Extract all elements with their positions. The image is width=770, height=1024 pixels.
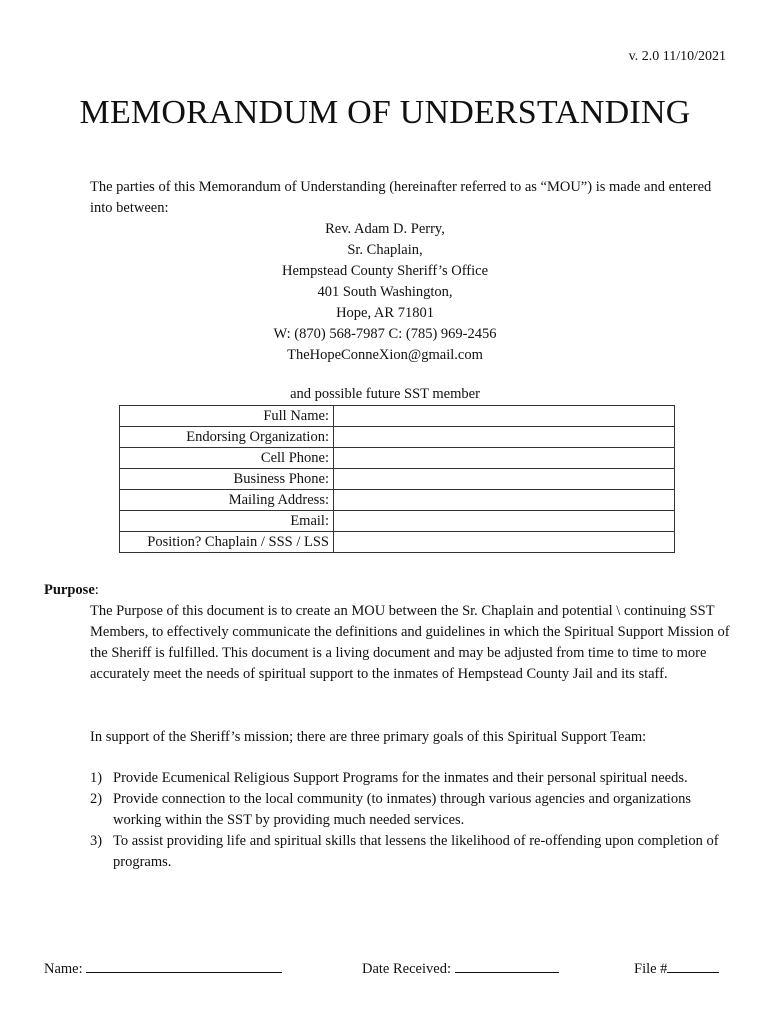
business-phone-field[interactable] bbox=[334, 469, 675, 490]
table-row bbox=[120, 490, 675, 511]
party-contact-block bbox=[0, 219, 770, 366]
member-info-table bbox=[119, 405, 675, 553]
endorsing-organization-field[interactable] bbox=[334, 427, 675, 448]
goal-number: 3) bbox=[90, 833, 103, 849]
list-item bbox=[90, 789, 720, 831]
party-title: Sr. Chaplain, bbox=[347, 242, 423, 258]
party-city: Hope, AR 71801 bbox=[336, 305, 434, 321]
footer-name bbox=[44, 958, 282, 978]
mailing-address-label: Mailing Address: bbox=[120, 490, 334, 511]
footer-date-received bbox=[362, 958, 559, 978]
name-label: Name: bbox=[44, 961, 83, 977]
document-title: MEMORANDUM OF UNDERSTANDING bbox=[79, 94, 691, 131]
business-phone-label: Business Phone: bbox=[120, 469, 334, 490]
goal-text: Provide Ecumenical Religious Support Programs for the inmates and their personal spiritual needs. bbox=[113, 770, 688, 786]
file-number-label: File # bbox=[634, 961, 668, 977]
cell-phone-field[interactable] bbox=[334, 448, 675, 469]
purpose-paragraph: The Purpose of this document is to create an MOU between the Sr. Chaplain and potential \ continuing SST Members, to effectively communicate the definitions and guidelines in which the Spiritual Support Mission of the Sheriff is fulfilled. This document is a living document and may be adjusted from time to time to more accurately meet the needs of spiritual support to the inmates of Hempstead County Jail and its staff. bbox=[90, 603, 730, 682]
email-label: Email: bbox=[120, 511, 334, 532]
goal-number: 1) bbox=[90, 770, 103, 786]
mailing-address-field[interactable] bbox=[334, 490, 675, 511]
date-received-line-field[interactable] bbox=[455, 958, 559, 973]
goal-text: To assist providing life and spiritual skills that lessens the likelihood of re-offending upon completion of programs. bbox=[113, 833, 719, 870]
party-phones: W: (870) 568-7987 C: (785) 969-2456 bbox=[273, 326, 497, 342]
purpose-heading-text: Purpose bbox=[44, 582, 95, 598]
party-office: Hempstead County Sheriff’s Office bbox=[281, 263, 489, 279]
list-item bbox=[90, 768, 720, 789]
purpose-heading-colon: : bbox=[94, 582, 99, 598]
party-name: Rev. Adam D. Perry, bbox=[325, 221, 445, 237]
footer-file-number bbox=[634, 958, 719, 978]
version-date: v. 2.0 11/10/2021 bbox=[628, 49, 726, 64]
table-row bbox=[120, 448, 675, 469]
purpose-heading bbox=[44, 582, 99, 599]
table-row bbox=[120, 532, 675, 553]
cell-phone-label: Cell Phone: bbox=[120, 448, 334, 469]
list-item bbox=[90, 831, 720, 873]
date-received-label: Date Received: bbox=[362, 961, 451, 977]
table-row bbox=[120, 427, 675, 448]
email-field[interactable] bbox=[334, 511, 675, 532]
goals-list bbox=[90, 768, 720, 873]
intro-paragraph: The parties of this Memorandum of Understanding (hereinafter referred to as “MOU”) is made and entered into between: bbox=[90, 179, 712, 216]
party-street: 401 South Washington, bbox=[317, 284, 453, 300]
endorsing-organization-label: Endorsing Organization: bbox=[120, 427, 334, 448]
full-name-field[interactable] bbox=[334, 406, 675, 427]
position-field[interactable] bbox=[334, 532, 675, 553]
file-number-line-field[interactable] bbox=[667, 958, 719, 973]
goal-number: 2) bbox=[90, 791, 103, 807]
table-row bbox=[120, 469, 675, 490]
mission-paragraph: In support of the Sheriff’s mission; there are three primary goals of this Spiritual Support Team: bbox=[90, 729, 647, 745]
party-email[interactable]: TheHopeConneXion@gmail.com bbox=[287, 347, 483, 363]
name-line-field[interactable] bbox=[86, 958, 282, 973]
table-row bbox=[120, 406, 675, 427]
position-label: Position? Chaplain / SSS / LSS bbox=[120, 532, 334, 553]
full-name-label: Full Name: bbox=[120, 406, 334, 427]
future-member-label: and possible future SST member bbox=[290, 386, 480, 402]
table-row bbox=[120, 511, 675, 532]
goal-text: Provide connection to the local community (to inmates) through various agencies and organizations working within the SST by providing much needed services. bbox=[113, 791, 691, 828]
